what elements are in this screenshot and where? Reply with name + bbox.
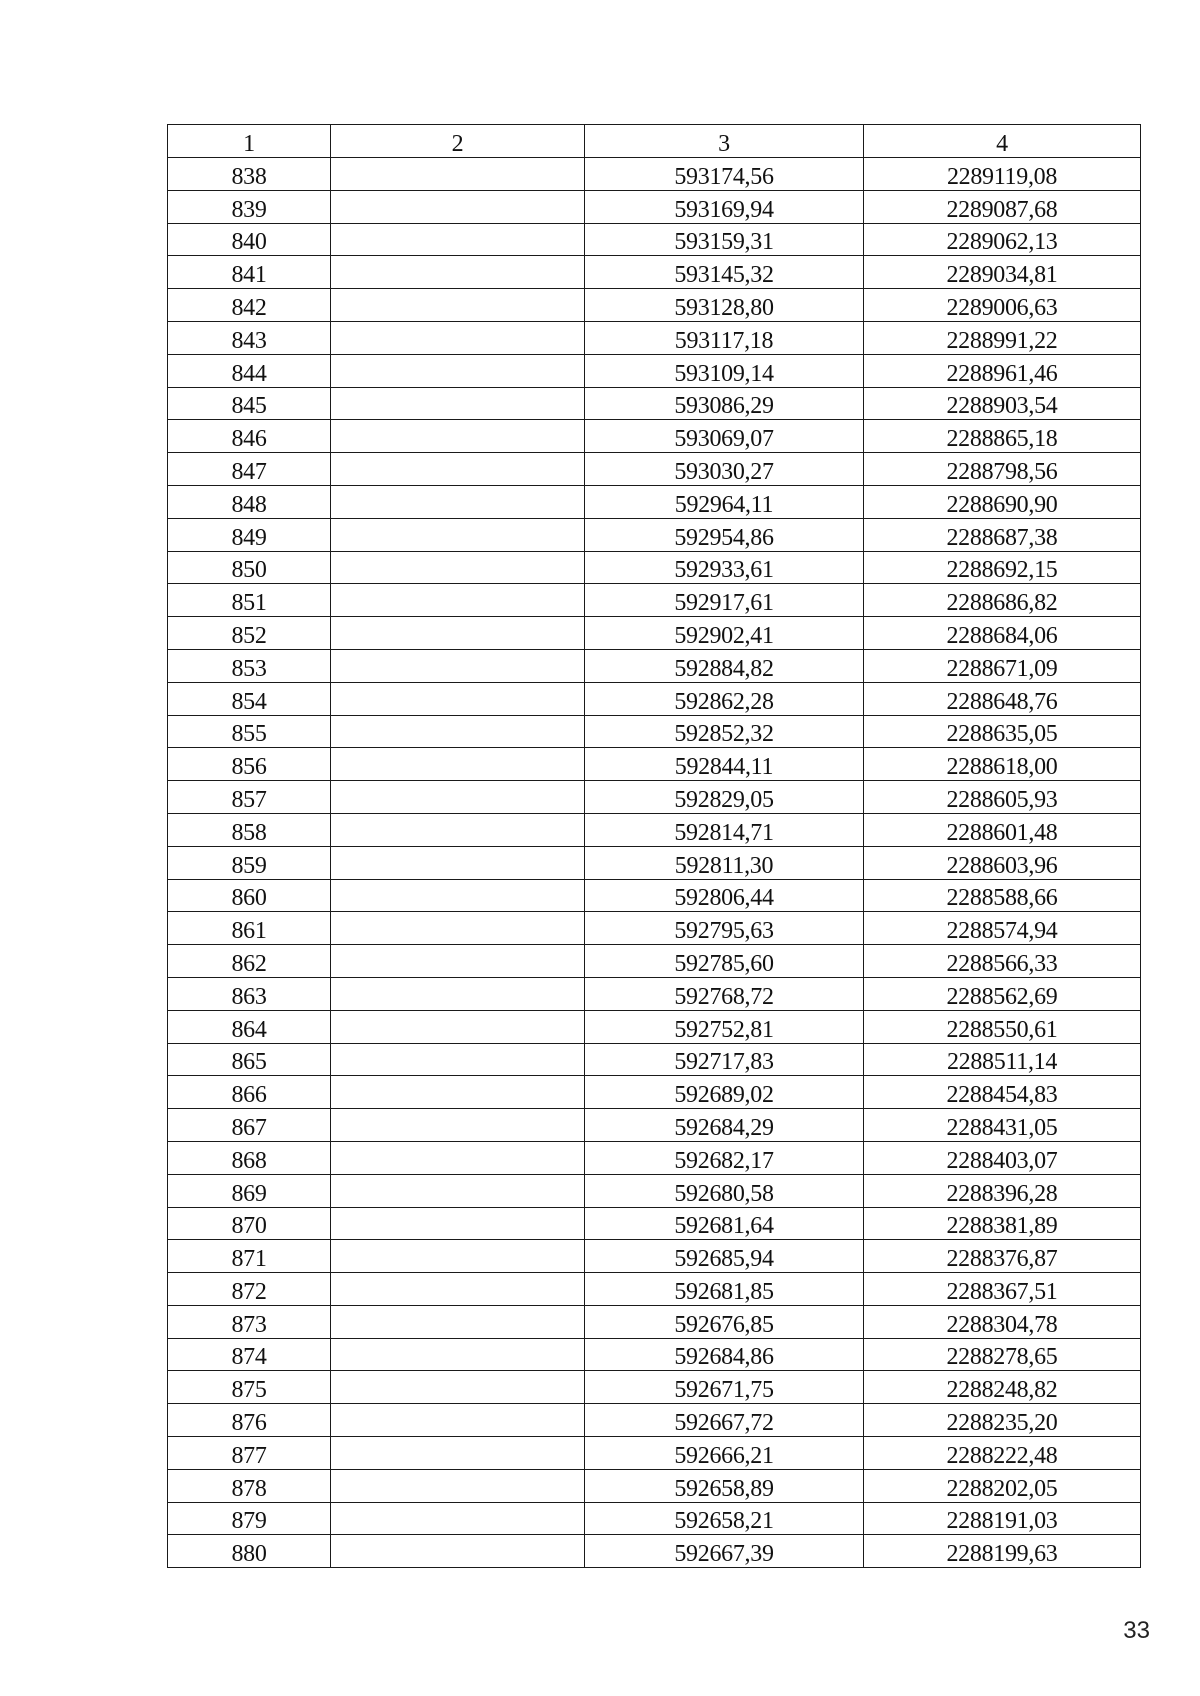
y-coordinate-cell: 2288278,65 (864, 1338, 1141, 1371)
x-coordinate-cell: 593030,27 (585, 453, 864, 486)
x-coordinate-cell: 593169,94 (585, 190, 864, 223)
x-coordinate-cell: 592806,44 (585, 879, 864, 912)
y-coordinate-cell: 2288511,14 (864, 1043, 1141, 1076)
description-cell (331, 158, 585, 191)
table-row (168, 289, 1141, 322)
x-coordinate-cell: 592667,39 (585, 1535, 864, 1568)
x-coordinate-cell: 592917,61 (585, 584, 864, 617)
point-number-cell: 843 (168, 321, 331, 354)
x-coordinate-cell: 593174,56 (585, 158, 864, 191)
table-row (168, 584, 1141, 617)
x-coordinate-cell: 593128,80 (585, 289, 864, 322)
description-cell (331, 977, 585, 1010)
point-number-cell: 861 (168, 912, 331, 945)
y-coordinate-cell: 2289034,81 (864, 256, 1141, 289)
table-row (168, 1437, 1141, 1470)
table-row (168, 1174, 1141, 1207)
point-number-cell: 839 (168, 190, 331, 223)
x-coordinate-cell: 593117,18 (585, 321, 864, 354)
y-coordinate-cell: 2288798,56 (864, 453, 1141, 486)
y-coordinate-cell: 2288687,38 (864, 518, 1141, 551)
description-cell (331, 420, 585, 453)
point-number-cell: 859 (168, 846, 331, 879)
description-cell (331, 485, 585, 518)
x-coordinate-cell: 593109,14 (585, 354, 864, 387)
table-row (168, 354, 1141, 387)
description-cell (331, 256, 585, 289)
y-coordinate-cell: 2288376,87 (864, 1240, 1141, 1273)
point-number-cell: 848 (168, 485, 331, 518)
y-coordinate-cell: 2288202,05 (864, 1469, 1141, 1502)
x-coordinate-cell: 593069,07 (585, 420, 864, 453)
description-cell (331, 1109, 585, 1142)
x-coordinate-cell: 592902,41 (585, 617, 864, 650)
description-cell (331, 1010, 585, 1043)
description-cell (331, 1305, 585, 1338)
x-coordinate-cell: 592689,02 (585, 1076, 864, 1109)
x-coordinate-cell: 592684,29 (585, 1109, 864, 1142)
point-number-cell: 838 (168, 158, 331, 191)
y-coordinate-cell: 2288562,69 (864, 977, 1141, 1010)
point-number-cell: 875 (168, 1371, 331, 1404)
column-header-4: 4 (864, 125, 1141, 158)
coordinates-table (167, 124, 1141, 1568)
description-cell (331, 682, 585, 715)
x-coordinate-cell: 592964,11 (585, 485, 864, 518)
table-header-row (168, 125, 1141, 158)
description-cell (331, 1535, 585, 1568)
y-coordinate-cell: 2288367,51 (864, 1273, 1141, 1306)
x-coordinate-cell: 592684,86 (585, 1338, 864, 1371)
x-coordinate-cell: 592658,21 (585, 1502, 864, 1535)
description-cell (331, 1174, 585, 1207)
y-coordinate-cell: 2288431,05 (864, 1109, 1141, 1142)
y-coordinate-cell: 2288618,00 (864, 748, 1141, 781)
x-coordinate-cell: 592681,85 (585, 1273, 864, 1306)
x-coordinate-cell: 592814,71 (585, 813, 864, 846)
y-coordinate-cell: 2289087,68 (864, 190, 1141, 223)
point-number-cell: 847 (168, 453, 331, 486)
y-coordinate-cell: 2288566,33 (864, 945, 1141, 978)
table-row (168, 158, 1141, 191)
description-cell (331, 518, 585, 551)
point-number-cell: 866 (168, 1076, 331, 1109)
y-coordinate-cell: 2288222,48 (864, 1437, 1141, 1470)
description-cell (331, 321, 585, 354)
description-cell (331, 649, 585, 682)
x-coordinate-cell: 592933,61 (585, 551, 864, 584)
table-row (168, 649, 1141, 682)
x-coordinate-cell: 593086,29 (585, 387, 864, 420)
y-coordinate-cell: 2289062,13 (864, 223, 1141, 256)
x-coordinate-cell: 593159,31 (585, 223, 864, 256)
point-number-cell: 864 (168, 1010, 331, 1043)
y-coordinate-cell: 2288686,82 (864, 584, 1141, 617)
y-coordinate-cell: 2288671,09 (864, 649, 1141, 682)
point-number-cell: 841 (168, 256, 331, 289)
x-coordinate-cell: 592752,81 (585, 1010, 864, 1043)
point-number-cell: 878 (168, 1469, 331, 1502)
table-row (168, 1273, 1141, 1306)
description-cell (331, 1371, 585, 1404)
point-number-cell: 867 (168, 1109, 331, 1142)
point-number-cell: 845 (168, 387, 331, 420)
point-number-cell: 855 (168, 715, 331, 748)
column-header-3: 3 (585, 125, 864, 158)
point-number-cell: 850 (168, 551, 331, 584)
table-row (168, 485, 1141, 518)
point-number-cell: 873 (168, 1305, 331, 1338)
point-number-cell: 880 (168, 1535, 331, 1568)
table-row (168, 518, 1141, 551)
description-cell (331, 190, 585, 223)
description-cell (331, 354, 585, 387)
table-row (168, 1305, 1141, 1338)
y-coordinate-cell: 2288396,28 (864, 1174, 1141, 1207)
point-number-cell: 849 (168, 518, 331, 551)
description-cell (331, 1240, 585, 1273)
y-coordinate-cell: 2288865,18 (864, 420, 1141, 453)
table-row (168, 1010, 1141, 1043)
description-cell (331, 1043, 585, 1076)
point-number-cell: 851 (168, 584, 331, 617)
point-number-cell: 869 (168, 1174, 331, 1207)
y-coordinate-cell: 2288403,07 (864, 1141, 1141, 1174)
x-coordinate-cell: 592795,63 (585, 912, 864, 945)
page-number: 33 (1123, 1617, 1150, 1644)
description-cell (331, 1404, 585, 1437)
table-row (168, 551, 1141, 584)
table-row (168, 781, 1141, 814)
description-cell (331, 1141, 585, 1174)
y-coordinate-cell: 2288690,90 (864, 485, 1141, 518)
y-coordinate-cell: 2288903,54 (864, 387, 1141, 420)
y-coordinate-cell: 2288961,46 (864, 354, 1141, 387)
description-cell (331, 1437, 585, 1470)
y-coordinate-cell: 2288605,93 (864, 781, 1141, 814)
table-row (168, 1469, 1141, 1502)
description-cell (331, 748, 585, 781)
description-cell (331, 387, 585, 420)
description-cell (331, 584, 585, 617)
point-number-cell: 871 (168, 1240, 331, 1273)
column-header-2: 2 (331, 125, 585, 158)
x-coordinate-cell: 592811,30 (585, 846, 864, 879)
table-row (168, 1109, 1141, 1142)
table-row (168, 1043, 1141, 1076)
point-number-cell: 853 (168, 649, 331, 682)
table-row (168, 715, 1141, 748)
x-coordinate-cell: 592666,21 (585, 1437, 864, 1470)
x-coordinate-cell: 592685,94 (585, 1240, 864, 1273)
point-number-cell: 860 (168, 879, 331, 912)
table-body (168, 158, 1141, 1568)
table-row (168, 879, 1141, 912)
y-coordinate-cell: 2288574,94 (864, 912, 1141, 945)
description-cell (331, 1338, 585, 1371)
table-row (168, 1535, 1141, 1568)
point-number-cell: 840 (168, 223, 331, 256)
table-row (168, 1076, 1141, 1109)
table-row (168, 1338, 1141, 1371)
table-row (168, 977, 1141, 1010)
y-coordinate-cell: 2288550,61 (864, 1010, 1141, 1043)
description-cell (331, 1502, 585, 1535)
table-row (168, 748, 1141, 781)
point-number-cell: 870 (168, 1207, 331, 1240)
x-coordinate-cell: 592717,83 (585, 1043, 864, 1076)
table-row (168, 1240, 1141, 1273)
x-coordinate-cell: 592768,72 (585, 977, 864, 1010)
description-cell (331, 453, 585, 486)
description-cell (331, 945, 585, 978)
x-coordinate-cell: 593145,32 (585, 256, 864, 289)
table-row (168, 1502, 1141, 1535)
description-cell (331, 813, 585, 846)
x-coordinate-cell: 592680,58 (585, 1174, 864, 1207)
table-row (168, 1141, 1141, 1174)
table-row (168, 846, 1141, 879)
description-cell (331, 912, 585, 945)
point-number-cell: 876 (168, 1404, 331, 1437)
column-header-1: 1 (168, 125, 331, 158)
x-coordinate-cell: 592658,89 (585, 1469, 864, 1502)
table-row (168, 945, 1141, 978)
y-coordinate-cell: 2288199,63 (864, 1535, 1141, 1568)
point-number-cell: 872 (168, 1273, 331, 1306)
point-number-cell: 868 (168, 1141, 331, 1174)
point-number-cell: 863 (168, 977, 331, 1010)
y-coordinate-cell: 2289119,08 (864, 158, 1141, 191)
x-coordinate-cell: 592676,85 (585, 1305, 864, 1338)
x-coordinate-cell: 592682,17 (585, 1141, 864, 1174)
description-cell (331, 223, 585, 256)
table-row (168, 321, 1141, 354)
point-number-cell: 877 (168, 1437, 331, 1470)
point-number-cell: 844 (168, 354, 331, 387)
table-row (168, 420, 1141, 453)
description-cell (331, 551, 585, 584)
y-coordinate-cell: 2288635,05 (864, 715, 1141, 748)
y-coordinate-cell: 2289006,63 (864, 289, 1141, 322)
table-row (168, 387, 1141, 420)
description-cell (331, 1469, 585, 1502)
y-coordinate-cell: 2288692,15 (864, 551, 1141, 584)
y-coordinate-cell: 2288381,89 (864, 1207, 1141, 1240)
x-coordinate-cell: 592667,72 (585, 1404, 864, 1437)
description-cell (331, 715, 585, 748)
description-cell (331, 781, 585, 814)
point-number-cell: 856 (168, 748, 331, 781)
x-coordinate-cell: 592954,86 (585, 518, 864, 551)
y-coordinate-cell: 2288454,83 (864, 1076, 1141, 1109)
x-coordinate-cell: 592844,11 (585, 748, 864, 781)
description-cell (331, 846, 585, 879)
x-coordinate-cell: 592671,75 (585, 1371, 864, 1404)
table-row (168, 617, 1141, 650)
y-coordinate-cell: 2288588,66 (864, 879, 1141, 912)
table-row (168, 682, 1141, 715)
point-number-cell: 854 (168, 682, 331, 715)
y-coordinate-cell: 2288304,78 (864, 1305, 1141, 1338)
description-cell (331, 1273, 585, 1306)
point-number-cell: 865 (168, 1043, 331, 1076)
point-number-cell: 846 (168, 420, 331, 453)
description-cell (331, 1076, 585, 1109)
description-cell (331, 1207, 585, 1240)
y-coordinate-cell: 2288603,96 (864, 846, 1141, 879)
x-coordinate-cell: 592852,32 (585, 715, 864, 748)
x-coordinate-cell: 592681,64 (585, 1207, 864, 1240)
y-coordinate-cell: 2288191,03 (864, 1502, 1141, 1535)
table-row (168, 223, 1141, 256)
table-row (168, 813, 1141, 846)
point-number-cell: 874 (168, 1338, 331, 1371)
point-number-cell: 879 (168, 1502, 331, 1535)
table-row (168, 1371, 1141, 1404)
point-number-cell: 842 (168, 289, 331, 322)
table-row (168, 453, 1141, 486)
description-cell (331, 617, 585, 650)
y-coordinate-cell: 2288248,82 (864, 1371, 1141, 1404)
y-coordinate-cell: 2288235,20 (864, 1404, 1141, 1437)
description-cell (331, 879, 585, 912)
x-coordinate-cell: 592884,82 (585, 649, 864, 682)
description-cell (331, 289, 585, 322)
table-row (168, 1207, 1141, 1240)
table-row (168, 256, 1141, 289)
point-number-cell: 862 (168, 945, 331, 978)
point-number-cell: 857 (168, 781, 331, 814)
y-coordinate-cell: 2288684,06 (864, 617, 1141, 650)
x-coordinate-cell: 592785,60 (585, 945, 864, 978)
table-row (168, 912, 1141, 945)
table-row (168, 1404, 1141, 1437)
y-coordinate-cell: 2288601,48 (864, 813, 1141, 846)
y-coordinate-cell: 2288991,22 (864, 321, 1141, 354)
table-row (168, 190, 1141, 223)
x-coordinate-cell: 592829,05 (585, 781, 864, 814)
point-number-cell: 852 (168, 617, 331, 650)
y-coordinate-cell: 2288648,76 (864, 682, 1141, 715)
x-coordinate-cell: 592862,28 (585, 682, 864, 715)
point-number-cell: 858 (168, 813, 331, 846)
